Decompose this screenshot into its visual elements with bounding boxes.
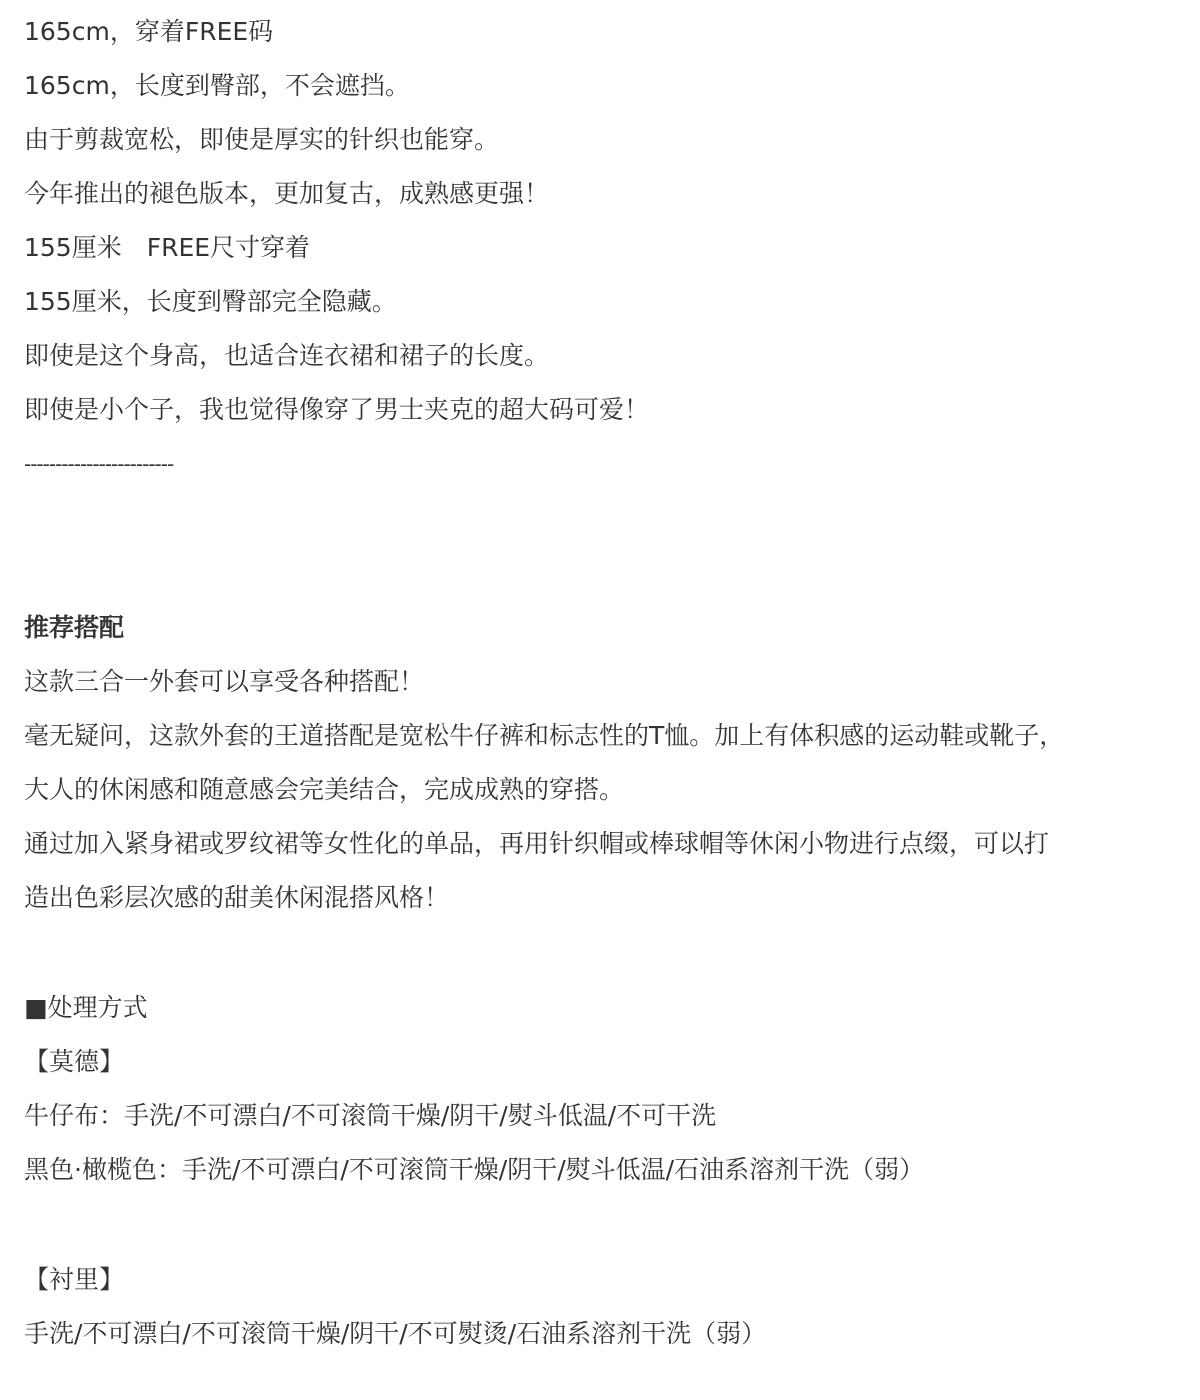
styling-line-3: 大人的休闲感和随意感会完美结合，完成成熟的穿搭。 [24, 775, 625, 804]
fit-line-5: 155厘米 FREE尺寸穿着 [24, 233, 311, 262]
care-title: ■处理方式 [24, 993, 148, 1022]
fit-line-2: 165cm，长度到臀部，不会遮挡。 [24, 71, 410, 100]
care-mode-line-1: 牛仔布：手洗/不可漂白/不可滚筒干燥/阴干/熨斗低温/不可干洗 [24, 1101, 717, 1130]
styling-title: 推荐搭配 [24, 613, 125, 642]
care-lining-line-1: 手洗/不可漂白/不可滚筒干燥/阴干/不可熨烫/石油系溶剂干洗（弱） [24, 1319, 767, 1348]
care-mode-line-2: 黑色·橄榄色：手洗/不可漂白/不可滚筒干燥/阴干/熨斗低温/石油系溶剂干洗（弱） [24, 1155, 925, 1184]
fit-line-6: 155厘米，长度到臀部完全隐藏。 [24, 287, 397, 316]
section-divider: ------------------------ [24, 452, 174, 476]
care-mode-label: 【莫德】 [24, 1047, 125, 1076]
care-lining-label: 【衬里】 [24, 1265, 125, 1294]
fit-line-7: 即使是这个身高，也适合连衣裙和裙子的长度。 [24, 341, 550, 370]
fit-line-1: 165cm，穿着FREE码 [24, 17, 274, 46]
styling-line-5: 造出色彩层次感的甜美休闲混搭风格！ [24, 883, 450, 912]
styling-line-1: 这款三合一外套可以享受各种搭配！ [24, 667, 425, 696]
fit-line-3: 由于剪裁宽松，即使是厚实的针织也能穿。 [24, 125, 500, 154]
styling-line-2: 毫无疑问，这款外套的王道搭配是宽松牛仔裤和标志性的T恤。加上有体积感的运动鞋或靴子， [24, 721, 1065, 750]
fit-line-4: 今年推出的褪色版本，更加复古，成熟感更强！ [24, 179, 550, 208]
fit-line-8: 即使是小个子，我也觉得像穿了男士夹克的超大码可爱！ [24, 395, 650, 424]
styling-line-4: 通过加入紧身裙或罗纹裙等女性化的单品，再用针织帽或棒球帽等休闲小物进行点缀，可以打 [24, 829, 1050, 858]
